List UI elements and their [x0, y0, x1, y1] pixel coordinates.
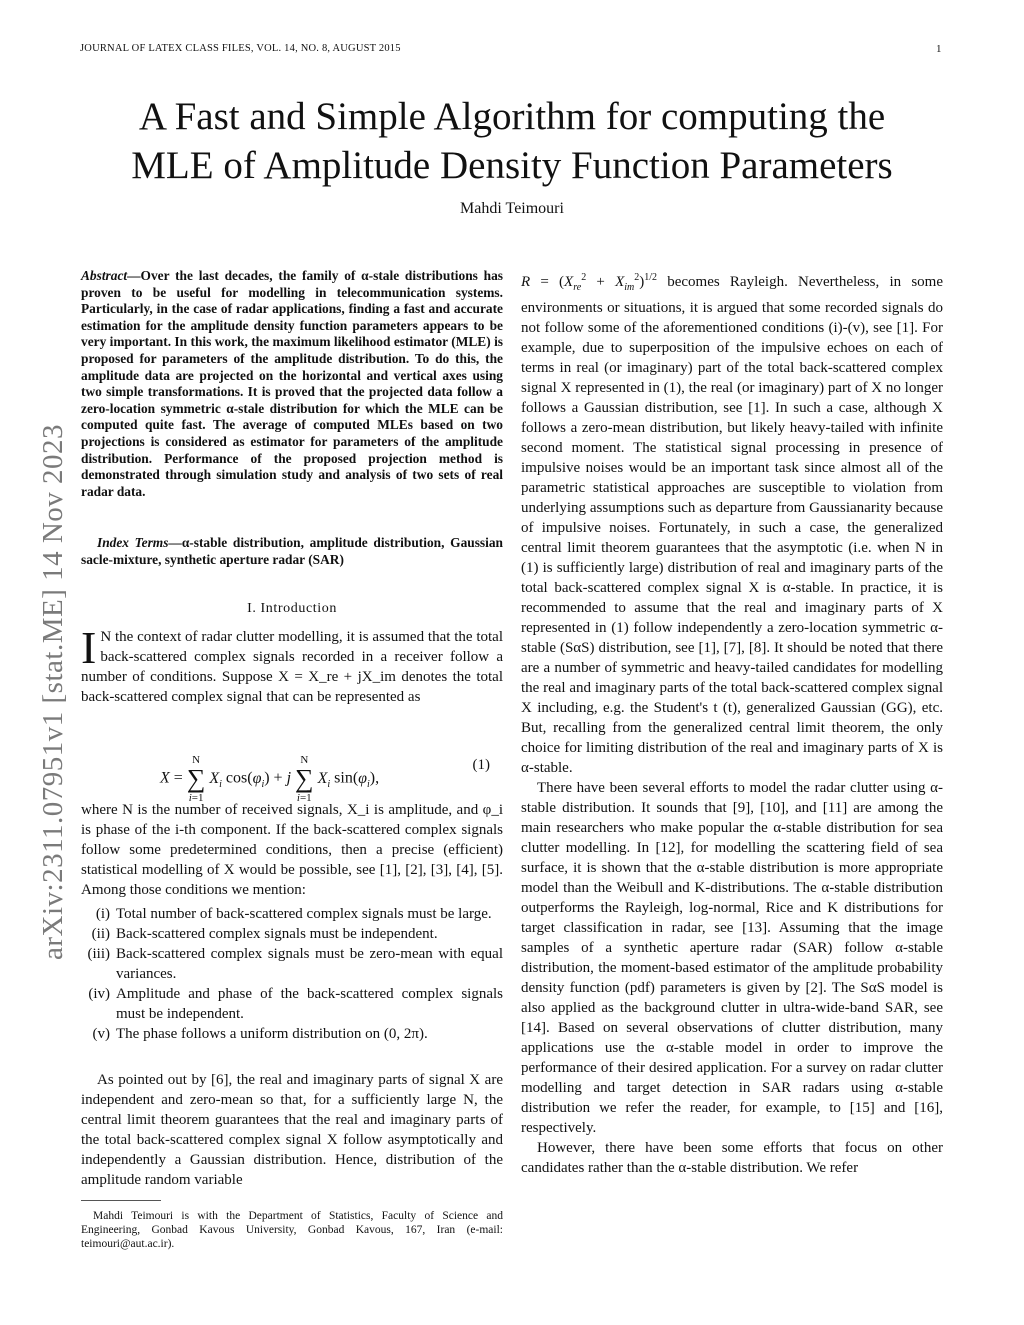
condition-number: (iv)	[88, 986, 110, 1002]
amplitude-formula: R	[521, 274, 531, 290]
intro-para-3-text: As pointed out by [6], the real and imaginary parts of signal X are independent and zero-mean so that, for a sufficiently large N, the central limit theorem guarantees that the real and imaginary parts of the total back-scattered complex signal X follow asymptotically and independently a Gaussian distribution. Hence, distribution of the amplitude random variable	[81, 1072, 503, 1188]
arxiv-stamp: arXiv:2311.07951v1 [stat.ME] 14 Nov 2023	[37, 423, 69, 960]
condition-number: (v)	[92, 1026, 110, 1042]
conditions-list	[81, 904, 503, 1044]
condition-number: (i)	[95, 906, 110, 922]
condition-item	[81, 904, 503, 924]
footnote-rule	[81, 1200, 161, 1201]
condition-text: The phase follows a uniform distribution on (0, 2π).	[116, 1026, 428, 1042]
section-heading: I. Introduction	[247, 601, 337, 616]
condition-text: Amplitude and phase of the back-scattered complex signals must be independent.	[116, 986, 503, 1022]
abstract: Abstract—Over the last decades, the family of α-stale distributions has proven to be useful for modelling in telecommunication systems. Particularly, in the case of radar applications, finding a fast and accurate estimation for the amplitude density function parameters appears to be very important. In this work, the maximum likelihood estimator (MLE) is proposed for parameters of the amplitude distribution. To do this, the amplitude data are projected on the horizontal and vertical axes using two simple transformations. It is proved that the projected data follow a zero-location symmetric α-stale distribution for which the MLE can be computed quite fast. The average of computed MLEs based on two projections is considered as estimator for parameters of the amplitude distribution. Performance of the proposed projection method is demonstrated through simulation study and analysis of two sets of real radar data.	[81, 268, 503, 499]
condition-item	[81, 944, 503, 984]
abstract-text: Over the last decades, the family of α-stale distributions has proven to be useful for modelling in telecommunication systems. Particularly, in the case of radar applications, finding a fast and accurate estimation for the amplitude density function parameters appears to be very important. In this work, the maximum likelihood estimator (MLE) is proposed for parameters of the amplitude distribution. To do this, the amplitude data are projected on the horizontal and vertical axes using two simple transformations. It is proved that the projected data follow a zero-location symmetric α-stale distribution for which the MLE can be computed quite fast. The average of computed MLEs based on two projections is considered as estimator for parameters of the amplitude distribution. Performance of the proposed projection method is demonstrated through simulation study and analysis of two sets of real radar data.	[81, 268, 503, 499]
equation-1	[160, 738, 490, 804]
right-column	[521, 268, 943, 1178]
condition-text: Total number of back-scattered complex signals must be large.	[116, 906, 492, 922]
intro-para-3	[81, 1070, 503, 1190]
footnote	[81, 1209, 503, 1251]
footnote-text: Mahdi Teimouri is with the Department of Statistics, Faculty of Science and Engineering, Gonbad Kavous University, Gonbad Kavous, 167, Iran (e-mail: teimouri@aut.ac.ir).	[81, 1210, 503, 1250]
title-line-2: MLE of Amplitude Density Function Parameters	[131, 144, 893, 187]
abstract-block	[81, 268, 503, 500]
equation-body: X = N ∑ i=1 $X_i$ $\cos(\varphi_i) + j$ N ∑ i=1 $X_i$ $\sin(\varphi_i)$,	[160, 754, 380, 804]
condition-number: (ii)	[91, 926, 110, 942]
intro-para-2-text: where N is the number of received signals, X_i is amplitude, and φ_i is phase of the i-th component. If the back-scattered complex signals follow some predetermined conditions, then a precise (efficient) statistical modelling of X would be possible, see [1], [2], [3], [4], [5]. Among those conditions we mention:	[81, 802, 503, 898]
condition-number: (iii)	[87, 946, 110, 962]
abstract-label: Abstract	[81, 268, 128, 283]
condition-item	[81, 984, 503, 1024]
index-terms-label: Index Terms	[97, 535, 169, 550]
index-terms-block	[81, 535, 503, 568]
condition-text: Back-scattered complex signals must be independent.	[116, 926, 438, 942]
index-terms-text: α-stable distribution, amplitude distribution, Gaussian sacle-mixture, synthetic aperture radar (SAR)	[81, 535, 503, 567]
condition-text: Back-scattered complex signals must be zero-mean with equal variances.	[116, 946, 503, 982]
page-number: 1	[936, 43, 942, 55]
right-para-1: $R = (X_{re}^2 + X_{im}^2)^{1/2}$ becomes Rayleigh. Nevertheless, in some environments or situations, it is argued that some recorded signals do not follow some of the aforementioned conditions (i)-(v), see [1]. For example, due to superposition of the impulsive echoes on each of terms in real (or imaginary) part of the total back-scattered complex signal X represented in (1), the real (or imaginary) part of X no longer follows a Gaussian distribution, see [1]. In such a case, although X follows a zero-mean distribution, but likely heavy-tailed with infinite second moment. The statistical signal processing in presence of impulsive noises would be an important task since almost all of the parametric statistical approaches are susceptible to violation from underlying assumptions such as departure from Gaussianarity because of impulsive noises. Fortunately, in such a case, the generalized central limit theorem guarantees that the asymptotic (i.e. when N in (1) is sufficiently large) distribution of real and imaginary parts of the total back-scattered complex signal X is α-stable. In practice, it is recommended to assume that the real and imaginary parts of X represented in (1) follow independently a zero-location symmetric α-stable (SαS) distribution, see [1], [7], [8]. It should be noted that there are a number of symmetric and heavy-tailed candidates for modelling the real and imaginary parts of the total back-scattered complex signal X including, e.g. the Student's t (t), generalized Gaussian (GG), etc. But, recalling from the generalized central limit theorem, the only choice for limiting distribution of the real and imaginary parts of X is α-stable.	[521, 272, 943, 776]
condition-item	[81, 924, 503, 944]
paper-title	[0, 92, 1024, 190]
title-line-1: A Fast and Simple Algorithm for computing the	[138, 95, 886, 138]
dropcap: I	[81, 622, 97, 673]
right-para-1-text: becomes Rayleigh. Nevertheless, in some environments or situations, it is argued that some recorded signals do not follow some of the aforementioned conditions (i)-(v), see [1]. For example, due to superposition of the impulsive echoes on each of terms in real (or imaginary) part of the total back-scattered complex signal X represented in (1), the real (or imaginary) part of X no longer follows a Gaussian distribution, see [1]. In such a case, although X follows a zero-mean distribution, but likely heavy-tailed with infinite second moment. The statistical signal processing in presence of impulsive noises would be an important task since almost all of the parametric statistical approaches are susceptible to violation from underlying assumptions such as departure from Gaussianarity because of impulsive noises. Fortunately, in such a case, the generalized central limit theorem guarantees that the asymptotic (i.e. when N in (1) is sufficiently large) distribution of real and imaginary parts of the total back-scattered complex signal X is α-stable. In practice, it is recommended to assume that the real and imaginary parts of X represented in (1) follow independently a zero-location symmetric α-stable (SαS) distribution, see [1], [7], [8]. It should be noted that there are a number of symmetric and heavy-tailed candidates for modelling the real and imaginary parts of the total back-scattered complex signal X including, e.g. the Student's t (t), generalized Gaussian (GG), etc. But, recalling from the generalized central limit theorem, the only choice for limiting distribution of the real and imaginary parts of X is α-stable.	[521, 274, 943, 776]
condition-item	[81, 1024, 503, 1044]
intro-para-1	[81, 622, 503, 707]
intro-para-2	[81, 800, 503, 900]
intro-para-1-text: N the context of radar clutter modelling, it is assumed that the total back-scattered complex signals recorded in a receiver follow a number of conditions. Suppose X = X_re + jX_im denotes the total back-scattered complex signal that can be represented as	[81, 629, 503, 705]
running-head: JOURNAL OF LATEX CLASS FILES, VOL. 14, NO. 8, AUGUST 2015	[80, 43, 401, 54]
right-para-2: There have been several efforts to model the radar clutter using α-stable distribution. It sounds that [9], [10], and [11] are among the main researchers who make popular the α-stable distribution for sea clutter modelling. In [12], for modelling the scattering field of sea surface, it is shown that the α-stable distribution is more appropriate model than the Weibull and K-distributions. The α-stable distribution outperforms the Rayleigh, log-normal, Rice and K distributions for target classification in radar, see [13]. Assuming that the image samples of a synthetic aperture radar (SAR) follow α-stable distribution, the moment-based estimator of the amplitude probability density function (pdf) parameters is given by [2]. The SαS model is also applied as the background clutter in ultra-wide-band SAR, see [14]. Based on several observations of clutter distribution, many applications use the α-stable model in order to improve the performance of their desired application. For a survey on radar clutter modelling and target detection in SAR radars using α-stable distribution we refer the reader, for example, to [15] and [16], respectively.	[521, 780, 943, 1136]
author: Mahdi Teimouri	[460, 200, 564, 217]
right-para-3: However, there have been some efforts that focus on other candidates rather than the α-stable distribution. We refer	[521, 1140, 943, 1176]
equation-number: (1)	[472, 757, 490, 773]
index-terms: Index Terms—α-stable distribution, amplitude distribution, Gaussian sacle-mixture, synthetic aperture radar (SAR)	[81, 535, 503, 567]
